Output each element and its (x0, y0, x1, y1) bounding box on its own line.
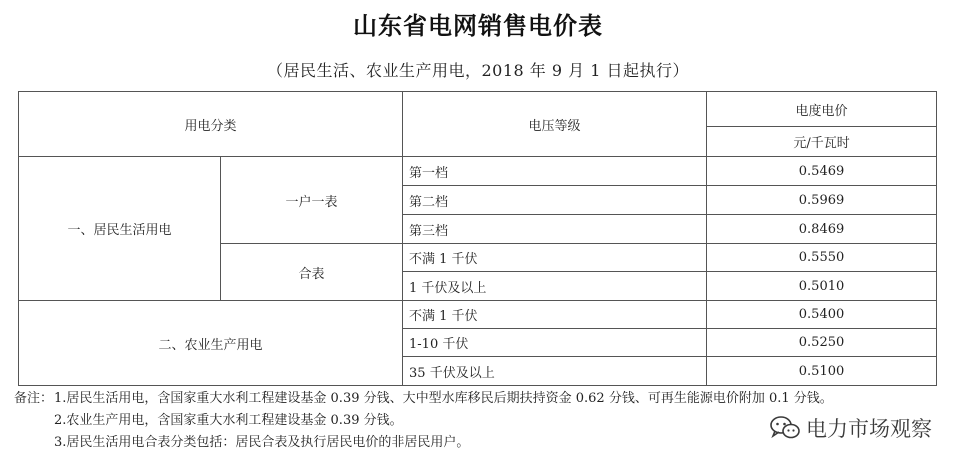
price-cell: 0.5550 (707, 244, 937, 272)
table-row (19, 301, 937, 329)
price-cell: 0.8469 (707, 215, 937, 244)
voltage-cell: 第一档 (403, 157, 707, 186)
price-cell: 0.5969 (707, 186, 937, 215)
wechat-icon (770, 415, 800, 441)
price-cell: 0.5010 (707, 272, 937, 301)
note-text: 2.农业生产用电，含国家重大水利工程建设基金 0.39 分钱。 (54, 413, 403, 428)
table-header-row (19, 92, 937, 127)
note-text: 1.居民生活用电，含国家重大水利工程建设基金 0.39 分钱、大中型水库移民后期扶持资金 0.62 分钱、可再生能源电价附加 0.1 分钱。 (54, 391, 833, 406)
watermark (770, 413, 932, 443)
voltage-cell: 不满 1 千伏 (403, 301, 707, 329)
voltage-cell: 不满 1 千伏 (403, 244, 707, 272)
notes-lead: 备注： (14, 391, 54, 406)
note-text: 3.居民生活用电合表分类包括：居民合表及执行居民电价的非居民用户。 (54, 435, 470, 450)
note-row (14, 432, 833, 454)
note-row (14, 388, 833, 410)
price-cell: 0.5250 (707, 329, 937, 357)
table-row (19, 157, 937, 186)
notes (14, 388, 833, 454)
subcategory-single-meter: 一户一表 (221, 157, 403, 244)
category-agricultural: 二、农业生产用电 (19, 301, 403, 386)
price-cell: 0.5100 (707, 357, 937, 386)
header-unit: 元/千瓦时 (707, 127, 937, 157)
voltage-cell: 第二档 (403, 186, 707, 215)
price-table (18, 91, 937, 386)
subcategory-combined-meter: 合表 (221, 244, 403, 301)
category-residential: 一、居民生活用电 (19, 157, 221, 301)
price-cell: 0.5400 (707, 301, 937, 329)
page-subtitle: （居民生活、农业生产用电，2018 年 9 月 1 日起执行） (266, 61, 689, 80)
header-category: 用电分类 (19, 92, 403, 157)
voltage-cell: 第三档 (403, 215, 707, 244)
voltage-cell: 1 千伏及以上 (403, 272, 707, 301)
voltage-cell: 1-10 千伏 (403, 329, 707, 357)
voltage-cell: 35 千伏及以上 (403, 357, 707, 386)
note-row (14, 410, 833, 432)
header-price: 电度电价 (707, 92, 937, 127)
watermark-text: 电力市场观察 (806, 417, 932, 441)
price-cell: 0.5469 (707, 157, 937, 186)
header-voltage: 电压等级 (403, 92, 707, 157)
page-title: 山东省电网销售电价表 (353, 12, 603, 40)
